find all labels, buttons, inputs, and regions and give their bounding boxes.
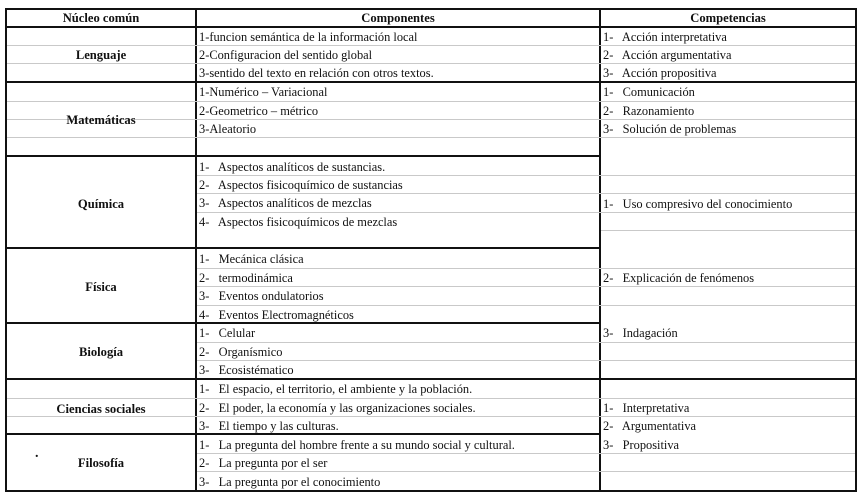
componente-item: 1- La pregunta del hombre frente a su mundo social y cultural.: [199, 438, 515, 452]
competencia-item: 2- Acción argumentativa: [603, 48, 732, 62]
section-border: [5, 155, 601, 157]
componente-item: 4- Eventos Electromagnéticos: [199, 308, 354, 322]
componente-item: 2- El poder, la economía y las organizaciones sociales.: [199, 401, 476, 415]
subject-filosofia: Filosofía: [77, 456, 125, 470]
componente-item: 3-Aleatorio: [199, 122, 257, 136]
componente-item: 2- La pregunta por el ser: [199, 456, 328, 470]
row-gridline: [197, 342, 855, 343]
competencia-item: 2- Explicación de fenómenos: [603, 271, 755, 285]
componente-item: 3- La pregunta por el conocimiento: [199, 475, 381, 489]
componente-item: 1-funcion semántica de la información local: [199, 30, 418, 44]
componente-item: 3- Eventos ondulatorios: [199, 289, 324, 303]
componente-item: 1-Numérico – Variacional: [199, 85, 328, 99]
subject-fisica: Física: [85, 280, 117, 294]
componente-item: 2-Geometrico – métrico: [199, 104, 319, 118]
competencia-item: 3- Indagación: [603, 326, 678, 340]
componente-item: 1- Celular: [199, 326, 256, 340]
competencia-item: 3- Solución de problemas: [603, 122, 737, 136]
competencia-item: 1- Acción interpretativa: [603, 30, 727, 44]
row-gridline: [197, 360, 855, 361]
competencia-item: 1- Comunicación: [603, 85, 695, 99]
row-gridline: [601, 230, 855, 231]
header-nucleo-comun: Núcleo común: [62, 11, 140, 25]
subject-lenguaje: Lenguaje: [75, 48, 127, 62]
competencia-item: 2- Argumentativa: [603, 419, 697, 433]
componente-item: 3- El tiempo y las culturas.: [199, 419, 339, 433]
table-bottom-border: [5, 490, 857, 492]
section-border: [5, 247, 601, 249]
componente-item: 3- Ecosistématico: [199, 363, 294, 377]
row-gridline: [197, 268, 855, 269]
header-componentes: Componentes: [361, 11, 435, 25]
componente-item: 2- Organísmico: [199, 345, 283, 359]
subject-quimica: Química: [77, 197, 125, 211]
header-competencias: Competencias: [690, 11, 766, 25]
componente-item: 2- Aspectos fisicoquímico de sustancias: [199, 178, 403, 192]
competencia-item: 1- Interpretativa: [603, 401, 690, 415]
row-gridline: [7, 101, 855, 102]
competencia-item: 1- Uso compresivo del conocimiento: [603, 197, 793, 211]
componente-item: 2-Configuracion del sentido global: [199, 48, 373, 62]
componente-item: 3-sentido del texto en relación con otros textos.: [199, 66, 434, 80]
competencia-item: 3- Acción propositiva: [603, 66, 717, 80]
subject-biologia: Biología: [78, 345, 124, 359]
componente-item: 1- Aspectos analíticos de sustancias.: [199, 160, 386, 174]
componente-item: 1- Mecánica clásica: [199, 252, 304, 266]
subject-ciencias-sociales: Ciencias sociales: [56, 402, 146, 416]
competencia-item: 2- Razonamiento: [603, 104, 695, 118]
componente-item: 4- Aspectos fisicoquímicos de mezclas: [199, 215, 398, 229]
componente-item: 3- Aspectos analíticos de mezclas: [199, 196, 372, 210]
componente-item: 1- El espacio, el territorio, el ambiente y la población.: [199, 382, 473, 396]
stray-dot-mark: .: [35, 446, 39, 461]
componente-item: 2- termodinámica: [199, 271, 293, 285]
competencia-item: 3- Propositiva: [603, 438, 680, 452]
subject-matematicas: Matemáticas: [66, 113, 136, 127]
